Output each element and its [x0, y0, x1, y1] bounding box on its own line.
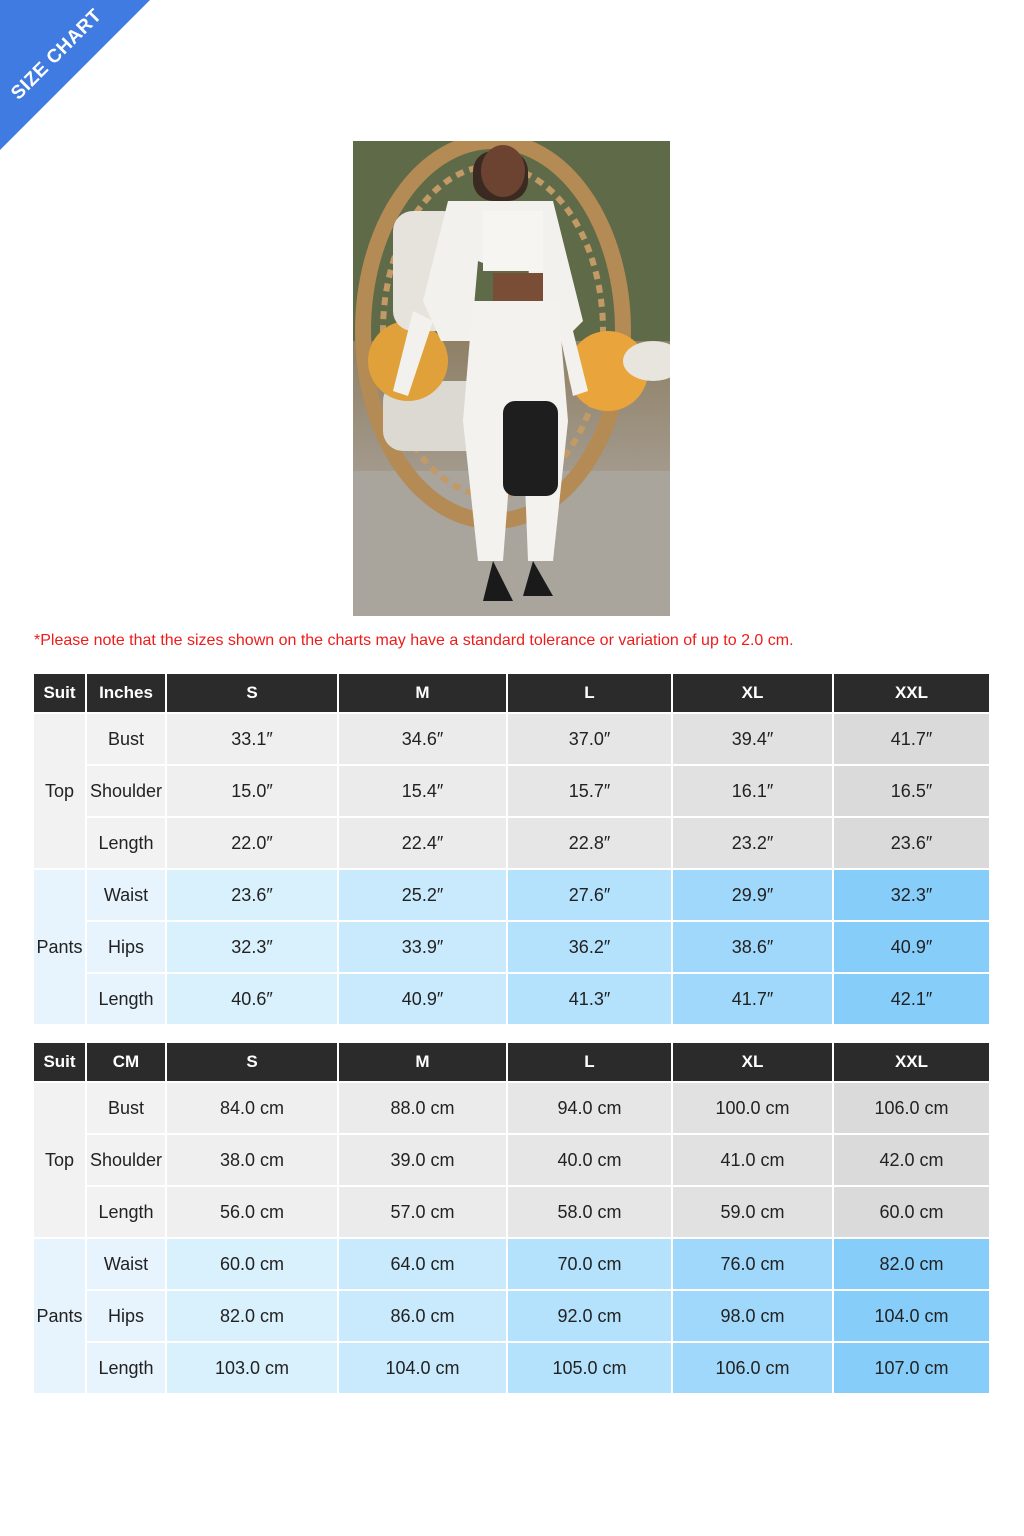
size-value-cell: 106.0 cm: [673, 1343, 832, 1393]
column-header-m: M: [339, 1043, 506, 1081]
size-value-cell: 42.0 cm: [834, 1135, 989, 1185]
table-header-row: [34, 674, 989, 712]
size-value-cell: 94.0 cm: [508, 1083, 671, 1133]
table-row: [34, 1187, 989, 1237]
size-chart-badge-label: SIZE CHART: [7, 5, 107, 105]
group-label-top: Top: [34, 714, 85, 868]
measurement-label: Waist: [87, 1239, 165, 1289]
size-value-cell: 40.6″: [167, 974, 337, 1024]
size-value-cell: 60.0 cm: [834, 1187, 989, 1237]
measurement-label: Length: [87, 1343, 165, 1393]
tolerance-note: *Please note that the sizes shown on the charts may have a standard tolerance or variation of up to 2.0 cm.: [34, 632, 794, 649]
size-value-cell: 40.9″: [834, 922, 989, 972]
size-value-cell: 40.0 cm: [508, 1135, 671, 1185]
size-value-cell: 33.1″: [167, 714, 337, 764]
column-header-s: S: [167, 674, 337, 712]
table-row: [34, 1291, 989, 1341]
cm-size-table: [32, 1041, 991, 1395]
size-value-cell: 33.9″: [339, 922, 506, 972]
column-header-suit: Suit: [34, 674, 85, 712]
size-value-cell: 82.0 cm: [167, 1291, 337, 1341]
column-header-xxl: XXL: [834, 674, 989, 712]
column-header-cm: CM: [87, 1043, 165, 1081]
size-value-cell: 57.0 cm: [339, 1187, 506, 1237]
size-value-cell: 16.5″: [834, 766, 989, 816]
size-value-cell: 22.0″: [167, 818, 337, 868]
table-row: [34, 1083, 989, 1133]
size-value-cell: 104.0 cm: [339, 1343, 506, 1393]
measurement-label: Bust: [87, 714, 165, 764]
inches-size-table: [32, 672, 991, 1026]
size-value-cell: 22.4″: [339, 818, 506, 868]
size-value-cell: 37.0″: [508, 714, 671, 764]
size-value-cell: 41.7″: [834, 714, 989, 764]
size-value-cell: 70.0 cm: [508, 1239, 671, 1289]
size-value-cell: 40.9″: [339, 974, 506, 1024]
size-value-cell: 15.0″: [167, 766, 337, 816]
column-header-s: S: [167, 1043, 337, 1081]
size-value-cell: 27.6″: [508, 870, 671, 920]
size-value-cell: 103.0 cm: [167, 1343, 337, 1393]
size-value-cell: 92.0 cm: [508, 1291, 671, 1341]
size-value-cell: 105.0 cm: [508, 1343, 671, 1393]
size-value-cell: 64.0 cm: [339, 1239, 506, 1289]
column-header-l: L: [508, 674, 671, 712]
size-value-cell: 41.7″: [673, 974, 832, 1024]
size-value-cell: 60.0 cm: [167, 1239, 337, 1289]
size-value-cell: 38.6″: [673, 922, 832, 972]
size-value-cell: 15.7″: [508, 766, 671, 816]
table-header-row: [34, 1043, 989, 1081]
measurement-label: Shoulder: [87, 1135, 165, 1185]
group-label-top: Top: [34, 1083, 85, 1237]
size-value-cell: 23.2″: [673, 818, 832, 868]
product-photo: [353, 141, 670, 616]
measurement-label: Length: [87, 818, 165, 868]
table-row: [34, 714, 989, 764]
size-value-cell: 98.0 cm: [673, 1291, 832, 1341]
size-value-cell: 16.1″: [673, 766, 832, 816]
size-value-cell: 23.6″: [834, 818, 989, 868]
size-value-cell: 106.0 cm: [834, 1083, 989, 1133]
size-value-cell: 36.2″: [508, 922, 671, 972]
column-header-inches: Inches: [87, 674, 165, 712]
column-header-xxl: XXL: [834, 1043, 989, 1081]
size-value-cell: 56.0 cm: [167, 1187, 337, 1237]
table-row: [34, 974, 989, 1024]
column-header-suit: Suit: [34, 1043, 85, 1081]
size-value-cell: 34.6″: [339, 714, 506, 764]
table-row: [34, 922, 989, 972]
size-value-cell: 25.2″: [339, 870, 506, 920]
column-header-l: L: [508, 1043, 671, 1081]
table-row: [34, 870, 989, 920]
column-header-xl: XL: [673, 674, 832, 712]
measurement-label: Waist: [87, 870, 165, 920]
size-value-cell: 15.4″: [339, 766, 506, 816]
size-value-cell: 59.0 cm: [673, 1187, 832, 1237]
size-value-cell: 82.0 cm: [834, 1239, 989, 1289]
measurement-label: Hips: [87, 1291, 165, 1341]
size-value-cell: 23.6″: [167, 870, 337, 920]
column-header-m: M: [339, 674, 506, 712]
measurement-label: Bust: [87, 1083, 165, 1133]
column-header-xl: XL: [673, 1043, 832, 1081]
size-value-cell: 39.0 cm: [339, 1135, 506, 1185]
size-value-cell: 22.8″: [508, 818, 671, 868]
size-value-cell: 84.0 cm: [167, 1083, 337, 1133]
size-value-cell: 32.3″: [167, 922, 337, 972]
table-row: [34, 818, 989, 868]
group-label-pants: Pants: [34, 1239, 85, 1393]
measurement-label: Shoulder: [87, 766, 165, 816]
size-value-cell: 88.0 cm: [339, 1083, 506, 1133]
size-value-cell: 58.0 cm: [508, 1187, 671, 1237]
size-value-cell: 32.3″: [834, 870, 989, 920]
size-value-cell: 100.0 cm: [673, 1083, 832, 1133]
measurement-label: Hips: [87, 922, 165, 972]
size-value-cell: 104.0 cm: [834, 1291, 989, 1341]
size-value-cell: 86.0 cm: [339, 1291, 506, 1341]
size-value-cell: 38.0 cm: [167, 1135, 337, 1185]
measurement-label: Length: [87, 1187, 165, 1237]
measurement-label: Length: [87, 974, 165, 1024]
size-value-cell: 41.0 cm: [673, 1135, 832, 1185]
table-row: [34, 1135, 989, 1185]
table-row: [34, 1343, 989, 1393]
table-row: [34, 766, 989, 816]
size-value-cell: 42.1″: [834, 974, 989, 1024]
size-value-cell: 107.0 cm: [834, 1343, 989, 1393]
size-value-cell: 39.4″: [673, 714, 832, 764]
table-row: [34, 1239, 989, 1289]
size-value-cell: 76.0 cm: [673, 1239, 832, 1289]
size-value-cell: 29.9″: [673, 870, 832, 920]
size-value-cell: 41.3″: [508, 974, 671, 1024]
group-label-pants: Pants: [34, 870, 85, 1024]
